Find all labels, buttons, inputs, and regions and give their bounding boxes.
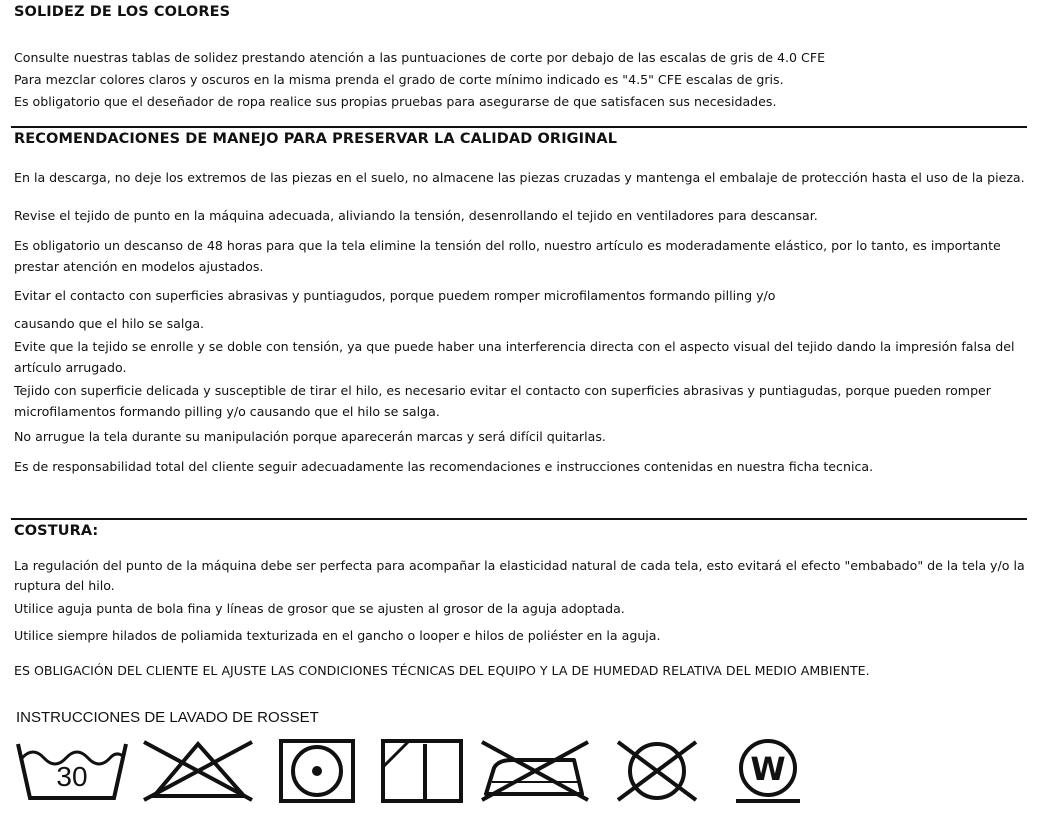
wet-clean-icon [728, 738, 808, 804]
manejo-line-7: Evite que la tejido se enrolle y se doble con tensión, ya que puede haber una interferencia directa con el aspecto visual del tejido dando la impresión falsa del [14, 339, 1015, 354]
manejo-line-5: Evitar el contacto con superficies abrasivas y puntiagudos, porque puedem romper microfilamentos formando pilling y/o [14, 288, 776, 303]
manejo-line-4: prestar atención en modelos ajustados. [14, 259, 264, 274]
costura-line-1: La regulación del punto de la máquina debe ser perfecta para acompañar la elasticidad natural de cada tela, esto evitará el efecto "embabado" de la tela y/o la [14, 558, 1025, 573]
section-divider [11, 518, 1027, 520]
manejo-line-8: artículo arrugado. [14, 360, 127, 375]
manejo-line-1: En la descarga, no deje los extremos de las piezas en el suelo, no almacene las piezas cruzadas y mantenga el embalaje de protección hasta el uso de la pieza. [14, 170, 1025, 185]
line-dry-icon [380, 738, 464, 804]
section-title-costura: COSTURA: [14, 523, 99, 539]
costura-line-5: ES OBLIGACIÓN DEL CLIENTE EL AJUSTE LAS CONDICIONES TÉCNICAS DEL EQUIPO Y LA DE HUMEDAD RELATIVA DEL MEDIO AMBIENTE. [14, 663, 870, 678]
manejo-line-2: Revise el tejido de punto en la máquina adecuada, aliviando la tensión, desenrollando el tejido en ventiladores para descansar. [14, 208, 818, 223]
manejo-line-10: microfilamentos formando pilling y/o causando que el hilo se salga. [14, 404, 440, 419]
costura-line-4: Utilice siempre hilados de poliamida texturizada en el gancho o looper e hilos de poliéster en la aguja. [14, 628, 661, 643]
wash-30-icon [14, 738, 132, 804]
manejo-line-12: Es de responsabilidad total del cliente seguir adecuadamente las recomendaciones e instrucciones contenidas en nuestra ficha tecnica. [14, 459, 874, 474]
solidez-line-1: Consulte nuestras tablas de solidez prestando atención a las puntuaciones de corte por debajo de las escalas de gris de 4.0 CFE [14, 50, 826, 65]
manejo-line-11: No arrugue la tela durante su manipulación porque aparecerán marcas y será difícil quitarlas. [14, 429, 606, 444]
section-title-manejo: RECOMENDACIONES DE MANEJO PARA PRESERVAR LA CALIDAD ORIGINAL [14, 131, 618, 147]
no-bleach-icon [140, 738, 258, 804]
costura-line-2: ruptura del hilo. [14, 578, 115, 593]
no-iron-icon [478, 738, 594, 804]
manejo-line-9: Tejido con superficie delicada y susceptible de tirar el hilo, es necesario evitar el contacto con superficies abrasivas y puntiagudas, porque pueden romper [14, 383, 991, 398]
wet-clean-letter: W [750, 750, 786, 788]
washing-instructions-title: INSTRUCCIONES DE LAVADO DE ROSSET [16, 709, 319, 726]
section-divider [11, 126, 1027, 128]
section-title-solidez: SOLIDEZ DE LOS COLORES [14, 4, 231, 20]
solidez-line-2: Para mezclar colores claros y oscuros en la misma prenda el grado de corte mínimo indicado es "4.5" CFE escalas de gris. [14, 72, 784, 87]
tumble-dry-low-icon [278, 738, 358, 804]
no-dry-clean-icon [612, 738, 702, 804]
manejo-line-3: Es obligatorio un descanso de 48 horas para que la tela elimine la tensión del rollo, nuestro artículo es moderadamente elástico, por lo tanto, es importante [14, 238, 1001, 253]
costura-line-3: Utilice aguja punta de bola fina y líneas de grosor que se ajusten al grosor de la aguja adoptada. [14, 601, 625, 616]
wash-temp-label: 30 [56, 761, 88, 792]
manejo-line-6: causando que el hilo se salga. [14, 316, 205, 331]
solidez-line-3: Es obligatorio que el deseñador de ropa realice sus propias pruebas para asegurarse de que satisfacen sus necesidades. [14, 94, 777, 109]
